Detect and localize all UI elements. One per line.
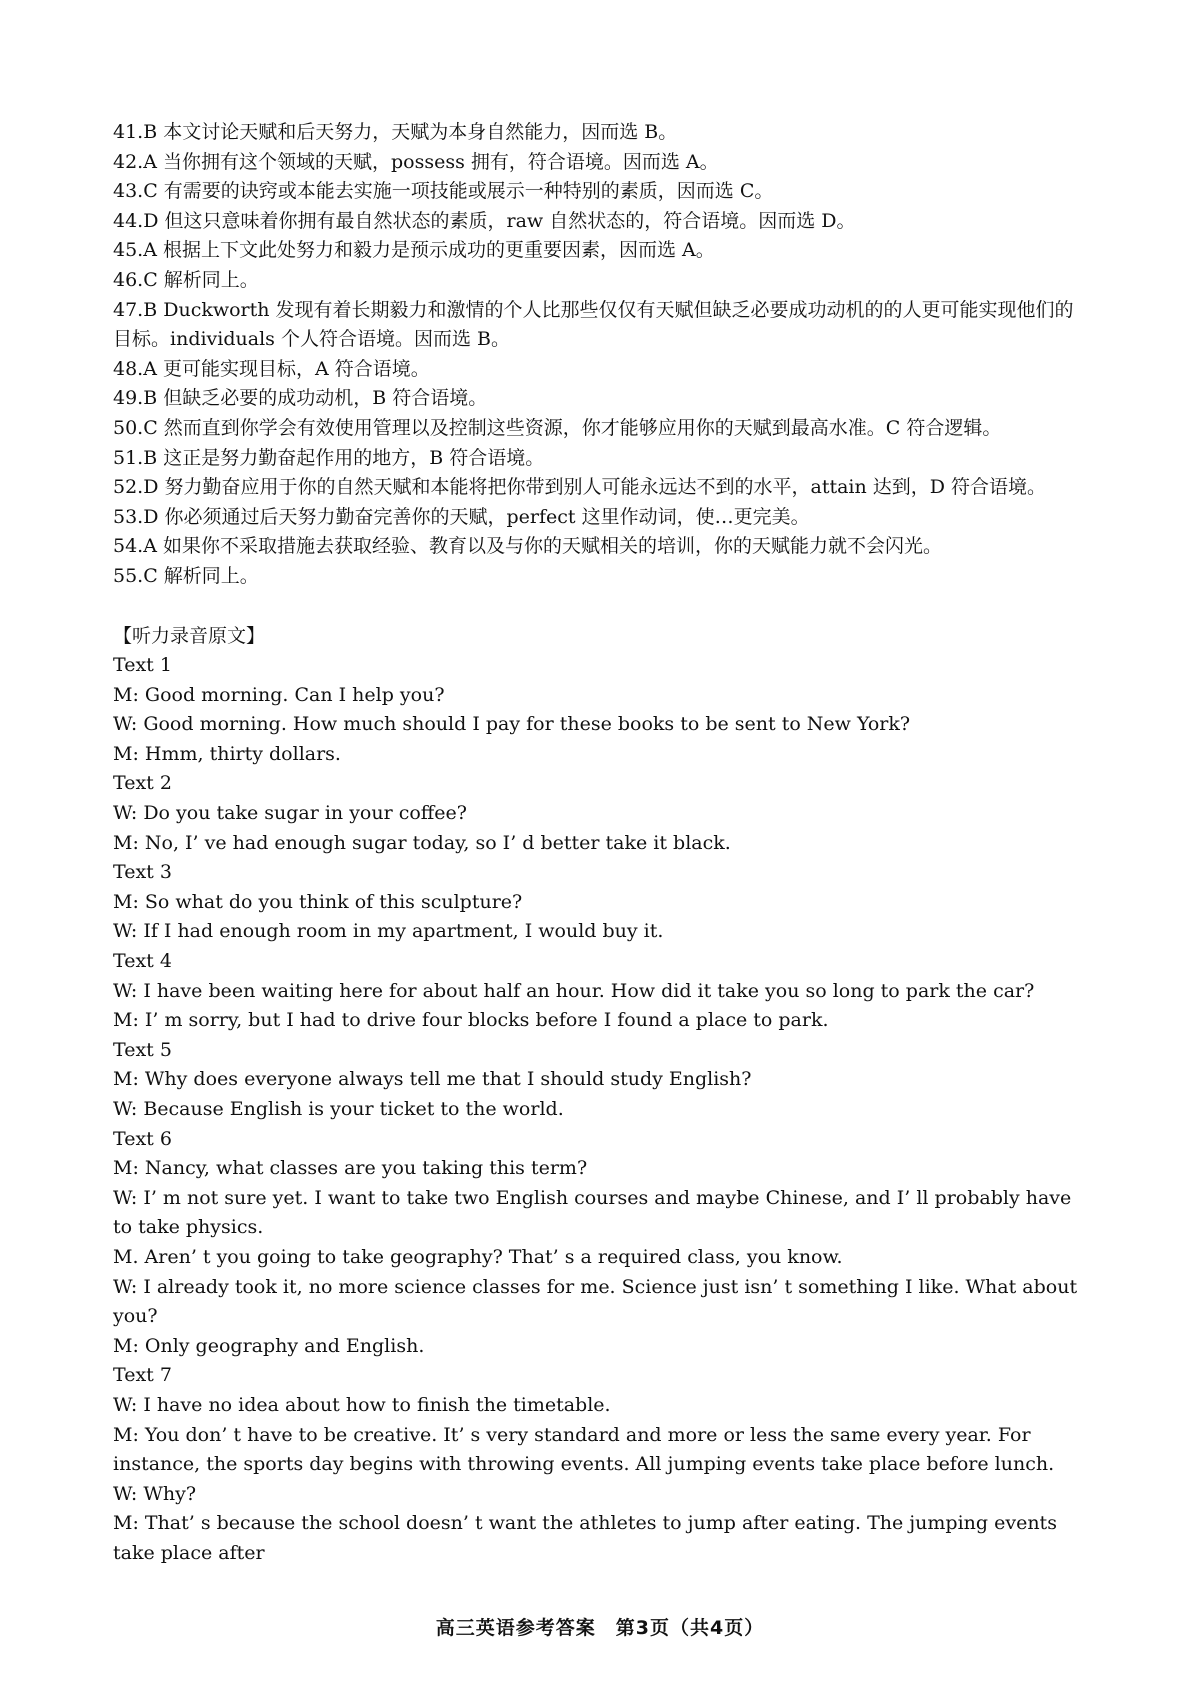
transcript-line: M: Nancy, what classes are you taking this term? xyxy=(113,1157,588,1180)
transcript-line: M: I’ m sorry, but I had to drive four blocks before I found a place to park. xyxy=(113,1009,829,1032)
listening-title: 【听力录音原文】 xyxy=(113,624,266,647)
answer-item: 42.A 当你拥有这个领域的天赋，possess 拥有，符合语境。因而选 A。 xyxy=(113,150,719,173)
transcript-line: M: Why does everyone always tell me that I should study English? xyxy=(113,1068,752,1091)
transcript-line: M: Good morning. Can I help you? xyxy=(113,683,445,706)
transcript-line: M: Only geography and English. xyxy=(113,1334,425,1357)
answer-item: 45.A 根据上下文此处努力和毅力是预示成功的更重要因素，因而选 A。 xyxy=(113,239,715,262)
transcript-line: M: So what do you think of this sculpture? xyxy=(113,890,523,913)
answer-item: 48.A 更可能实现目标，A 符合语境。 xyxy=(113,357,430,380)
transcript-line: W: Do you take sugar in your coffee? xyxy=(113,802,467,825)
transcript-line: W: I have no idea about how to finish the timetable. xyxy=(113,1393,611,1416)
transcript-line: W: If I had enough room in my apartment, I would buy it. xyxy=(113,920,664,943)
answer-item: 54.A 如果你不采取措施去获取经验、教育以及与你的天赋相关的培训，你的天赋能力就不会闪光。 xyxy=(113,535,942,558)
transcript-line: Text 3 xyxy=(113,861,172,884)
transcript-line: Text 6 xyxy=(113,1127,172,1150)
answer-item: 44.D 但这只意味着你拥有最自然状态的素质，raw 自然状态的，符合语境。因而选 D。 xyxy=(113,209,856,232)
answer-item: 46.C 解析同上。 xyxy=(113,268,259,291)
transcript-line: M: That’ s because the school doesn’ t want the athletes to jump after eating. The jumping events take place after xyxy=(113,1512,1057,1564)
answer-item: 53.D 你必须通过后天努力勤奋完善你的天赋，perfect 这里作动词，使…更完美。 xyxy=(113,505,810,528)
answer-item: 41.B 本文讨论天赋和后天努力，天赋为本身自然能力，因而选 B。 xyxy=(113,121,678,143)
transcript-line: Text 5 xyxy=(113,1038,172,1061)
transcript-line: M: You don’ t have to be creative. It’ s very standard and more or less the same every year. For instance, the sports day begins with throwing events. All jumping events take place before lunch. xyxy=(113,1423,1055,1476)
transcript-line: W: I have been waiting here for about half an hour. How did it take you so long to park the car? xyxy=(113,979,1035,1002)
transcript-line: M. Aren’ t you going to take geography? That’ s a required class, you know. xyxy=(113,1245,843,1268)
answer-item: 52.D 努力勤奋应用于你的自然天赋和本能将把你带到别人可能永远达不到的水平，attain 达到，D 符合语境。 xyxy=(113,476,1047,499)
transcript-line: Text 7 xyxy=(113,1364,172,1387)
answer-item: 49.B 但缺乏必要的成功动机，B 符合语境。 xyxy=(113,387,488,410)
page-content xyxy=(113,118,1088,1569)
page-footer: 高三英语参考答案 第3页（共4页） xyxy=(435,1617,765,1639)
transcript-line: Text 4 xyxy=(113,950,172,973)
answer-explanations xyxy=(113,118,1088,592)
listening-transcript xyxy=(113,651,1088,1568)
transcript-line: W: I’ m not sure yet. I want to take two English courses and maybe Chinese, and I’ ll probably have to take physics. xyxy=(113,1186,1072,1239)
section-gap xyxy=(113,592,1088,622)
transcript-line: W: Good morning. How much should I pay for these books to be sent to New York? xyxy=(113,713,911,736)
answer-item: 43.C 有需要的诀窍或本能去实施一项技能或展示一种特别的素质，因而选 C。 xyxy=(113,180,774,203)
transcript-line: M: No, I’ ve had enough sugar today, so I’ d better take it black. xyxy=(113,831,731,854)
transcript-line: M: Hmm, thirty dollars. xyxy=(113,742,341,765)
transcript-line: Text 2 xyxy=(113,772,172,795)
transcript-line: Text 1 xyxy=(113,654,172,677)
answer-item: 55.C 解析同上。 xyxy=(113,564,259,587)
answer-item: 50.C 然而直到你学会有效使用管理以及控制这些资源，你才能够应用你的天赋到最高水准。C 符合逻辑。 xyxy=(113,416,1002,439)
transcript-line: W: I already took it, no more science classes for me. Science just isn’ t something I like. What about you? xyxy=(113,1275,1078,1328)
transcript-line: W: Why? xyxy=(113,1482,197,1505)
transcript-line: W: Because English is your ticket to the world. xyxy=(113,1098,564,1120)
answer-item: 51.B 这正是努力勤奋起作用的地方，B 符合语境。 xyxy=(113,446,545,469)
answer-item: 47.B Duckworth 发现有着长期毅力和激情的个人比那些仅仅有天赋但缺乏必要成功动机的的人更可能实现他们的目标。individuals 个人符合语境。因而选 B。 xyxy=(113,298,1074,351)
